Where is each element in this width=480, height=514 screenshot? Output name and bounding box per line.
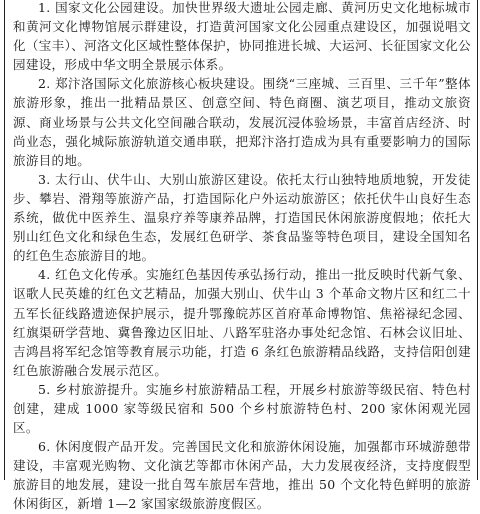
document-body [13,0,471,514]
paragraph-rural-tourism: 5. 乡村旅游提升。实施乡村旅游精品工程，开展乡村旅游等级民宿、特色村创建，建成 1000 家等级民宿和 500 个乡村旅游特色村、200 家休闲观光园区。 [13,381,471,436]
paragraph-zheng-bian-luo: 2. 郑汴洛国际文化旅游核心板块建设。围绕“三座城、三百里、三千年”整体旅游形象，推出一批精品景区、创意空间、特色商圈、演艺项目，推动文旅资源、商业场景与公共文化空间融合联动，发展沉浸体验场景，丰富首店经济、时尚业态，强化城际旅游轨道交通串联，把郑汴洛打造成为具有重要影响力的国际旅游目的地。 [13,76,471,168]
paragraph-leisure-products: 6. 休闲度假产品开发。完善国民文化和旅游休闲设施，加强都市环城游憩带建设，丰富观光购物、文化演艺等都市休闲产品，大力发展夜经济，支持度假型旅游目的地发展，建设一批自驾车旅居车营地，推出 50 个文化特色鲜明的旅游休闲街区，新增 1—2 家国家级旅游度假区。 [13,439,471,512]
paragraph-national-cultural-park: 1. 国家文化公园建设。加快世界级大遗址公园走廊、黄河历史文化地标城市和黄河文化博物馆展示群建设，打造黄河国家文化公园重点建设区，加强说唱文化（宝丰）、河洛文化区域性整体保护，协同推进长城、大运河、长征国家文化公园建设，形成中华文明全景展示体系。 [13,0,471,73]
document-page [4,0,478,512]
paragraph-red-culture: 4. 红色文化传承。实施红色基因传承弘扬行动，推出一批反映时代新气象、讴歌人民英雄的红色文艺精品，加强大别山、伏牛山 3 个革命文物片区和红二十五军长征线路遗迹保护展示，提升鄂豫皖苏区首府革命博物馆、焦裕禄纪念园、红旗渠研学营地、冀鲁豫边区旧址、八路军驻洛办事处纪念馆、石林会议旧址、吉鸿昌将军纪念馆等教育展示功能，打造 6 条红色旅游精品线路，支持信阳创建红色旅游融合发展示范区。 [13,267,471,378]
paragraph-mountain-tourism: 3. 太行山、伏牛山、大别山旅游区建设。依托太行山独特地质地貌，开发徒步、攀岩、滑翔等旅游产品，打造国际化户外运动旅游区；依托伏牛山良好生态系统，做优中医养生、温泉疗养等康养品牌，打造国民休闲旅游度假地；依托大别山红色文化和绿色生态，发展红色研学、茶食品鉴等特色项目，建设全国知名的红色生态旅游目的地。 [13,171,471,264]
